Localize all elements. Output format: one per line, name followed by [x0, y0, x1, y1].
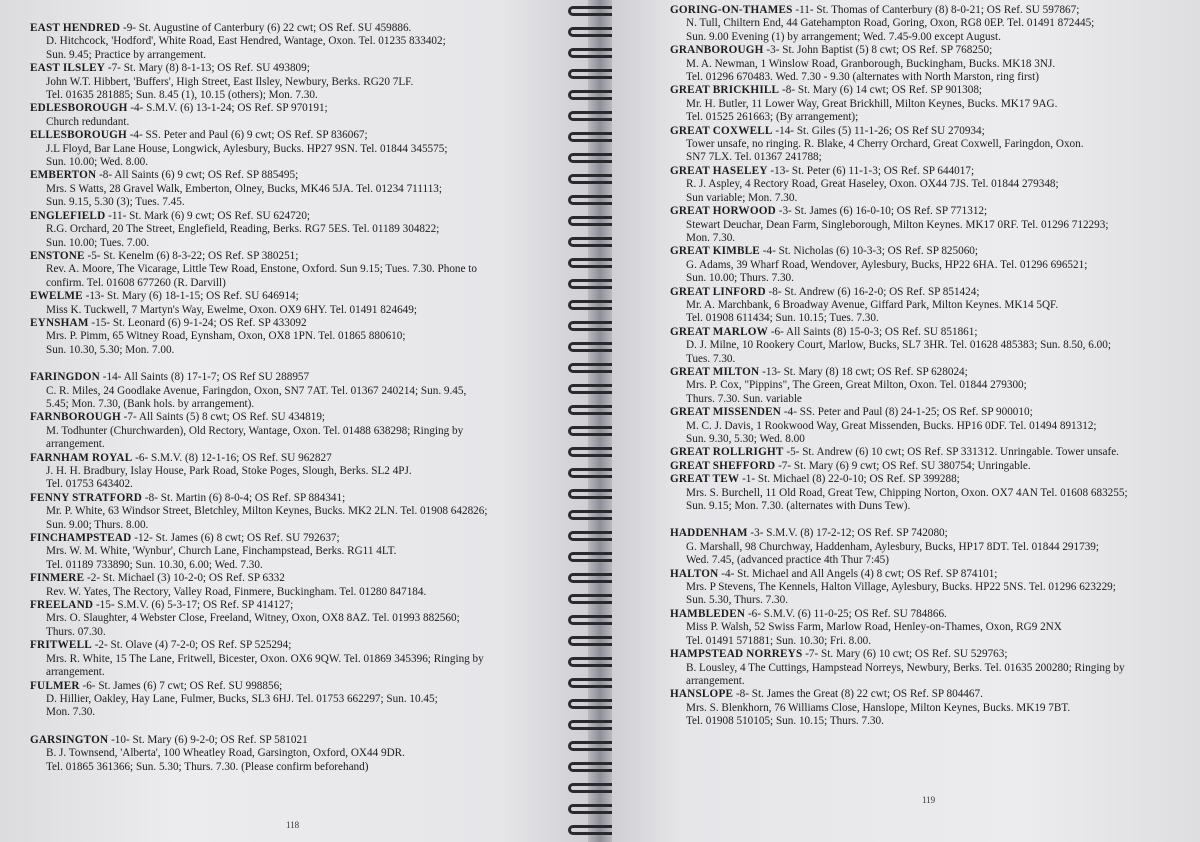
contact-detail: Thurs. 07.30. [46, 625, 106, 638]
tower-info: -4- SS. Peter and Paul (8) 24-1-25; OS Ref. SP 900010; [781, 406, 1033, 419]
tower-info: -2- St. Olave (4) 7-2-0; OS Ref. SP 525294; [91, 639, 292, 652]
place-name: FARNHAM ROYAL [30, 451, 133, 464]
entry-heading [670, 568, 1190, 581]
section-gap [30, 720, 558, 734]
tower-info: -6- All Saints (8) 15-0-3; OS Ref. SU 851861; [768, 325, 978, 338]
tower-info: -11- St. Mark (6) 9 cwt; OS Ref. SU 624720; [105, 209, 311, 222]
tower-info: -8- St. Martin (6) 8-0-4; OS Ref. SP 884341; [142, 491, 346, 504]
entry-heading [670, 366, 1190, 379]
tower-entry [30, 250, 558, 290]
tower-entry [670, 286, 1190, 326]
tower-info: -6- S.M.V. (8) 12-1-16; OS Ref. SU 962827 [132, 451, 332, 464]
place-name: FENNY STRATFORD [30, 491, 143, 504]
contact-detail: Mrs. P. Cox, "Pippins", The Green, Great Milton, Oxon. Tel. 01844 279300; [686, 379, 1027, 392]
contact-detail: Mr. A. Marchbank, 6 Broadway Avenue, Giffard Park, Milton Keynes. MK14 5QF. [686, 298, 1059, 311]
tower-entry [670, 366, 1190, 406]
tower-entry [670, 205, 1190, 245]
entry-heading [30, 102, 558, 115]
entry-heading [30, 599, 558, 612]
tower-info: -8- All Saints (6) 9 cwt; OS Ref. SP 885495; [96, 169, 299, 182]
contact-detail: Mr. H. Butler, 11 Lower Way, Great Brickhill, Milton Keynes, Bucks. MK17 9AG. [686, 97, 1058, 110]
contact-detail: N. Tull, Chiltern End, 44 Gatehampton Road, Goring, Oxon, RG8 0EP. Tel. 01491 872445; [686, 17, 1095, 30]
contact-detail: Mrs. O. Slaughter, 4 Webster Close, Freeland, Witney, Oxon, OX8 8AZ. Tel. 01993 882560; [46, 612, 460, 625]
tower-info: -2- St. Michael (3) 10-2-0; OS Ref. SP 6332 [84, 572, 285, 585]
entry-heading [670, 648, 1190, 661]
place-name: GREAT MARLOW [670, 325, 769, 338]
contact-detail: J. H. H. Bradbury, Islay House, Park Road, Stoke Poges, Slough, Berks. SL2 4PJ. [46, 465, 412, 477]
contact-detail: Mr. P. White, 63 Windsor Street, Bletchley, Milton Keynes, Bucks. MK2 2LN. Tel. 01908 642826; [46, 505, 488, 518]
contact-detail: Mrs. P Stevens, The Kennels, Halton Village, Aylesbury, Bucks. HP22 5NS. Tel. 01296 623229; [686, 581, 1116, 594]
tower-entry [670, 568, 1190, 608]
contact-detail: M. A. Newman, 1 Winslow Road, Granborough, Buckingham, Bucks. MK18 3NJ. [686, 57, 1056, 70]
place-name: EDLESBOROUGH [30, 102, 128, 115]
place-name: FINCHAMPSTEAD [30, 532, 132, 545]
contact-detail: R. J. Aspley, 4 Rectory Road, Great Haseley, Oxon. OX44 7JS. Tel. 01844 279348; [686, 178, 1059, 191]
tower-entry [30, 492, 558, 532]
entry-heading [670, 286, 1190, 299]
contact-detail: arrangement. [46, 438, 105, 451]
entry-heading [30, 290, 558, 303]
contact-detail: D. Hillier, Oakley, Hay Lane, Fulmer, Bucks, SL3 6HJ. Tel. 01753 662297; Sun. 10.45; [46, 692, 438, 705]
place-name: HAMBLEDEN [670, 607, 746, 620]
entry-heading [30, 62, 558, 75]
tower-info: -13- St. Peter (6) 11-1-3; OS Ref. SP 644017; [767, 164, 975, 177]
contact-detail: Sun variable; Mon. 7.30. [686, 191, 798, 204]
left-page-entries [30, 0, 558, 774]
right-page [612, 0, 1200, 842]
entry-heading [30, 371, 558, 384]
contact-detail: Sun. 10.00; Tues. 7.00. [46, 236, 150, 249]
section-gap [30, 357, 558, 371]
contact-detail: Mrs. W. M. White, 'Wynbur', Church Lane, Finchampstead, Berks. RG11 4LT. [46, 545, 397, 558]
place-name: ELLESBOROUGH [30, 129, 127, 142]
entry-heading [670, 44, 1190, 57]
tower-info: -12- St. James (6) 8 cwt; OS Ref. SU 792637; [131, 532, 340, 545]
tower-info: -13- St. Mary (8) 18 cwt; OS Ref. SP 628024; [759, 365, 968, 378]
contact-detail: Rev. A. Moore, The Vicarage, Little Tew Road, Enstone, Oxford. Sun 9.15; Tues. 7.30. Phone to [46, 263, 477, 276]
contact-detail: M. Todhunter (Churchwarden), Old Rectory, Wantage, Oxon. Tel. 01488 638298; Ringing by [46, 424, 464, 437]
place-name: EAST HENDRED [30, 22, 121, 34]
tower-info: -8- St. Andrew (6) 16-2-0; OS Ref. SP 851424; [765, 285, 980, 298]
tower-entry [30, 734, 558, 774]
entry-heading [30, 129, 558, 142]
contact-detail: Sun. 10.00; Thurs. 7.30. [686, 272, 794, 285]
place-name: GREAT TEW [670, 473, 740, 486]
place-name: GORING-ON-THAMES [670, 4, 793, 16]
tower-entry [30, 532, 558, 572]
tower-info: -4- S.M.V. (6) 13-1-24; OS Ref. SP 970191; [127, 102, 328, 115]
entry-heading [670, 446, 1190, 459]
entry-heading [670, 125, 1190, 138]
tower-info: -3- St. James (6) 16-0-10; OS Ref. SP 771312; [775, 205, 988, 218]
contact-detail: Tel. 01635 281885; Sun. 8.45 (1), 10.15 (others); Mon. 7.30. [46, 89, 318, 102]
tower-entry [670, 4, 1190, 44]
contact-detail: Tel. 01908 611434; Sun. 10.15; Tues. 7.30. [686, 312, 879, 325]
contact-detail: R.G. Orchard, 20 The Street, Englefield, Reading, Berks. RG7 5ES. Tel. 01189 304822; [46, 223, 440, 236]
tower-entry [670, 460, 1190, 473]
tower-entry [670, 245, 1190, 285]
tower-entry [670, 125, 1190, 165]
tower-entry [30, 599, 558, 639]
entry-heading [30, 680, 558, 693]
place-name: FULMER [30, 679, 80, 692]
contact-detail: Tel. 01525 261663; (By arrangement); [686, 111, 859, 124]
entry-heading [30, 572, 558, 585]
entry-heading [30, 411, 558, 424]
contact-detail: D. J. Milne, 10 Rookery Court, Marlow, Bucks, SL7 3HR. Tel. 01628 485383; Sun. 8.50, 6.00; [686, 339, 1111, 352]
right-page-number: 119 [922, 795, 936, 805]
contact-detail: C. R. Miles, 24 Goodlake Avenue, Faringdon, Oxon, SN7 7AT. Tel. 01367 240214; Sun. 9.45, [46, 384, 467, 397]
entry-heading [670, 165, 1190, 178]
contact-detail: Mrs. S. Blenkhorn, 76 Williams Close, Hanslope, Milton Keynes, Bucks. MK19 7BT. [686, 701, 1071, 714]
tower-info: -6- S.M.V. (6) 11-0-25; OS Ref. SU 784866. [745, 607, 947, 620]
tower-info: -5- St. Andrew (6) 10 cwt; OS Ref. SP 331312. Unringable. Tower unsafe. [783, 446, 1119, 459]
contact-detail: Church redundant. [46, 115, 130, 128]
entry-heading [30, 250, 558, 263]
tower-entry [670, 406, 1190, 446]
tower-entry [30, 22, 558, 62]
tower-info: -9- St. Augustine of Canterbury (6) 22 cwt; OS Ref. SU 459886. [120, 22, 412, 34]
tower-entry [670, 84, 1190, 124]
contact-detail: Mon. 7.30. [686, 231, 736, 244]
contact-detail: Sun. 10.00; Wed. 8.00. [46, 156, 149, 169]
tower-info: -15- St. Leonard (6) 9-1-24; OS Ref. SP 433092 [88, 316, 307, 329]
contact-detail: Stewart Deuchar, Dean Farm, Singleborough, Milton Keynes. MK17 0RF. Tel. 01296 712293; [686, 218, 1109, 231]
tower-info: -5- St. Kenelm (6) 8-3-22; OS Ref. SP 380251; [84, 249, 299, 262]
contact-detail: D. Hitchcock, 'Hodford', White Road, East Hendred, Wantage, Oxon. Tel. 01235 833402; [46, 35, 446, 48]
place-name: ENSTONE [30, 249, 85, 262]
tower-entry [30, 210, 558, 250]
tower-entry [30, 371, 558, 411]
contact-detail: Tel. 01296 670483. Wed. 7.30 - 9.30 (alternates with North Marston, ring first) [686, 71, 1039, 84]
tower-entry [30, 680, 558, 720]
contact-detail: Mrs. S Watts, 28 Gravel Walk, Emberton, Olney, Bucks, MK46 5JA. Tel. 01234 711113; [46, 182, 442, 195]
contact-detail: 5.45; Mon. 7.30, (Bank hols. by arrangement). [46, 397, 255, 410]
tower-entry [670, 608, 1190, 648]
tower-info: -6- St. James (6) 7 cwt; OS Ref. SU 998856; [79, 679, 283, 692]
entry-heading [30, 210, 558, 223]
contact-detail: Miss P. Walsh, 52 Swiss Farm, Marlow Road, Henley-on-Thames, Oxon, RG9 2NX [686, 621, 1062, 634]
entry-heading [670, 688, 1190, 701]
place-name: GREAT LINFORD [670, 285, 766, 298]
tower-info: -15- S.M.V. (6) 5-3-17; OS Ref. SP 414127; [93, 599, 294, 612]
contact-detail: Sun. 9.15; Mon. 7.30. (alternates with Duns Tew). [686, 500, 911, 513]
tower-entry [30, 129, 558, 169]
left-page-number: 118 [286, 820, 300, 830]
place-name: GREAT HASELEY [670, 164, 768, 177]
place-name: GARSINGTON [30, 733, 109, 746]
contact-detail: Sun. 9.45; Practice by arrangement. [46, 48, 206, 61]
contact-detail: Tues. 7.30. [686, 352, 736, 365]
entry-heading [670, 460, 1190, 473]
contact-detail: Sun. 9.00; Thurs. 8.00. [46, 518, 149, 531]
entry-heading [30, 452, 558, 465]
binding-spine [588, 0, 612, 842]
contact-detail: G. Adams, 39 Wharf Road, Wendover, Aylesbury, Bucks, HP22 6HA. Tel. 01296 696521; [686, 258, 1088, 271]
contact-detail: Sun. 9.00 Evening (1) by arrangement; Wed. 7.45-9.00 except August. [686, 30, 1001, 43]
tower-entry [670, 165, 1190, 205]
place-name: FREELAND [30, 599, 94, 612]
tower-info: -11- St. Thomas of Canterbury (8) 8-0-21; OS Ref. SU 597867; [792, 4, 1080, 16]
contact-detail: Thurs. 7.30. Sun. variable [686, 392, 802, 405]
contact-detail: Sun. 9.15, 5.30 (3); Tues. 7.45. [46, 196, 185, 209]
contact-detail: Wed. 7.45, (advanced practice 4th Thur 7:45) [686, 554, 889, 567]
tower-entry [30, 290, 558, 317]
contact-detail: Mrs. S. Burchell, 11 Old Road, Great Tew, Chipping Norton, Oxon. OX7 4AN Tel. 01608 683255; [686, 486, 1128, 499]
entry-heading [30, 169, 558, 182]
place-name: ENGLEFIELD [30, 209, 106, 222]
tower-entry [30, 572, 558, 599]
place-name: EYNSHAM [30, 316, 89, 329]
tower-entry [670, 473, 1190, 513]
place-name: GREAT HORWOOD [670, 205, 776, 218]
tower-entry [670, 688, 1190, 728]
tower-entry [670, 446, 1190, 459]
contact-detail: J.L Floyd, Bar Lane House, Longwick, Aylesbury, Bucks. HP27 9SN. Tel. 01844 345575; [46, 142, 448, 155]
contact-detail: John W.T. Hibbert, 'Buffers', High Street, East Ilsley, Newbury, Berks. RG20 7LF. [46, 75, 414, 88]
place-name: HANSLOPE [670, 688, 734, 701]
entry-heading [670, 608, 1190, 621]
place-name: FINMERE [30, 572, 85, 585]
entry-heading [670, 473, 1190, 486]
tower-info: -8- St. Mary (6) 14 cwt; OS Ref. SP 901308; [779, 84, 983, 97]
entry-heading [670, 84, 1190, 97]
place-name: GREAT BRICKHILL [670, 84, 780, 97]
right-page-entries [670, 0, 1190, 729]
entry-heading [670, 4, 1190, 17]
contact-detail: Mon. 7.30. [46, 706, 96, 719]
tower-info: -4- SS. Peter and Paul (6) 9 cwt; OS Ref. SP 836067; [126, 129, 368, 142]
place-name: GREAT MISSENDEN [670, 406, 782, 419]
place-name: EMBERTON [30, 169, 97, 182]
tower-entry [30, 169, 558, 209]
tower-info: -7- St. Mary (6) 9 cwt; OS Ref. SU 380754; Unringable. [775, 459, 1031, 472]
contact-detail: Tel. 01753 643402. [46, 478, 133, 491]
contact-detail: confirm. Tel. 01608 677260 (R. Darvill) [46, 276, 226, 289]
contact-detail: Mrs. P. Pimm, 65 Witney Road, Eynsham, Oxon, OX8 1PN. Tel. 01865 880610; [46, 330, 406, 343]
tower-entry [670, 44, 1190, 84]
tower-info: -4- St. Michael and All Angels (4) 8 cwt; OS Ref. SP 874101; [718, 567, 998, 580]
tower-info: -3- St. John Baptist (5) 8 cwt; OS Ref. SP 768250; [763, 44, 993, 57]
tower-entry [30, 639, 558, 679]
contact-detail: M. C. J. Davis, 1 Rookwood Way, Great Missenden, Bucks. HP16 0DF. Tel. 01494 891312; [686, 419, 1097, 432]
tower-info: -14- All Saints (8) 17-1-7; OS Ref SU 288957 [99, 371, 310, 384]
tower-info: -14- St. Giles (5) 11-1-26; OS Ref SU 270934; [772, 124, 985, 137]
contact-detail: Tel. 01189 733890; Sun. 10.30, 6.00; Wed. 7.30. [46, 558, 263, 571]
tower-info: -7- St. Mary (8) 8-1-13; OS Ref. SU 493809; [105, 62, 310, 75]
contact-detail: G. Marshall, 98 Churchway, Haddenham, Aylesbury, Bucks, HP17 8DT. Tel. 01844 291739; [686, 540, 1100, 553]
place-name: GREAT SHEFFORD [670, 459, 776, 472]
place-name: HALTON [670, 567, 719, 580]
contact-detail: arrangement. [686, 674, 745, 687]
entry-heading [670, 326, 1190, 339]
contact-detail: Mrs. R. White, 15 The Lane, Fritwell, Bicester, Oxon. OX6 9QW. Tel. 01869 345396; Ringing by [46, 652, 484, 665]
tower-info: -8- St. James the Great (8) 22 cwt; OS Ref. SP 804467. [733, 688, 983, 701]
place-name: FARNBOROUGH [30, 411, 121, 424]
place-name: EAST ILSLEY [30, 62, 106, 75]
contact-detail: arrangement. [46, 666, 105, 679]
entry-heading [670, 205, 1190, 218]
contact-detail: Sun. 10.30, 5.30; Mon. 7.00. [46, 343, 175, 356]
tower-info: -4- St. Nicholas (6) 10-3-3; OS Ref. SP 825060; [759, 245, 978, 258]
contact-detail: B. Lousley, 4 The Cuttings, Hampstead Norreys, Newbury, Berks. Tel. 01635 200280; Ringing by [686, 661, 1125, 674]
tower-info: -1- St. Michael (8) 22-0-10; OS Ref. SP 399288; [739, 473, 960, 486]
entry-heading [670, 406, 1190, 419]
place-name: GREAT COXWELL [670, 124, 773, 137]
tower-info: -10- St. Mary (6) 9-2-0; OS Ref. SP 581021 [108, 733, 308, 746]
place-name: GREAT MILTON [670, 365, 760, 378]
place-name: GREAT ROLLRIGHT [670, 446, 784, 459]
contact-detail: Tower unsafe, no ringing. R. Blake, 4 Cherry Orchard, Great Coxwell, Faringdon, Oxon. [686, 138, 1084, 151]
entry-heading [30, 532, 558, 545]
place-name: EWELME [30, 290, 83, 303]
tower-info: -7- All Saints (5) 8 cwt; OS Ref. SU 434819; [120, 411, 326, 424]
contact-detail: Rev. W. Yates, The Rectory, Valley Road, Finmere, Buckingham. Tel. 01280 847184. [46, 585, 427, 598]
left-page [0, 0, 588, 842]
contact-detail: Tel. 01865 361366; Sun. 5.30; Thurs. 7.30. (Please confirm beforehand) [46, 760, 369, 773]
entry-heading [30, 317, 558, 330]
tower-entry [30, 62, 558, 102]
place-name: FARINGDON [30, 371, 100, 384]
entry-heading [30, 22, 558, 35]
tower-entry [30, 102, 558, 129]
contact-detail: B. J. Townsend, 'Alberta', 100 Wheatley Road, Garsington, Oxford, OX44 9DR. [46, 747, 405, 760]
entry-heading [30, 639, 558, 652]
entry-heading [30, 492, 558, 505]
place-name: GREAT KIMBLE [670, 245, 760, 258]
entry-heading [30, 734, 558, 747]
tower-entry [670, 326, 1190, 366]
tower-entry [30, 411, 558, 451]
contact-detail: SN7 7LX. Tel. 01367 241788; [686, 151, 822, 164]
contact-detail: Sun. 5.30, Thurs. 7.30. [686, 594, 789, 607]
section-gap [670, 513, 1190, 527]
contact-detail: Tel. 01908 510105; Sun. 10.15; Thurs. 7.30. [686, 715, 884, 728]
entry-heading [670, 527, 1190, 540]
contact-detail: Tel. 01491 571881; Sun. 10.30; Fri. 8.00. [686, 634, 872, 647]
place-name: FRITWELL [30, 639, 92, 652]
tower-entry [30, 452, 558, 492]
place-name: HADDENHAM [670, 527, 748, 540]
contact-detail: Sun. 9.30, 5.30; Wed. 8.00 [686, 433, 805, 445]
tower-info: -7- St. Mary (6) 10 cwt; OS Ref. SU 529763; [802, 648, 1008, 661]
contact-detail: Miss K. Tuckwell, 7 Martyn's Way, Ewelme, Oxon. OX9 6HY. Tel. 01491 824649; [46, 303, 417, 316]
tower-info: -3- S.M.V. (8) 17-2-12; OS Ref. SP 742080; [747, 527, 948, 540]
tower-entry [670, 527, 1190, 567]
tower-entry [670, 648, 1190, 688]
place-name: HAMPSTEAD NORREYS [670, 648, 803, 661]
tower-entry [30, 317, 558, 357]
tower-info: -13- St. Mary (6) 18-1-15; OS Ref. SU 646914; [82, 290, 299, 303]
entry-heading [670, 245, 1190, 258]
place-name: GRANBOROUGH [670, 44, 764, 57]
